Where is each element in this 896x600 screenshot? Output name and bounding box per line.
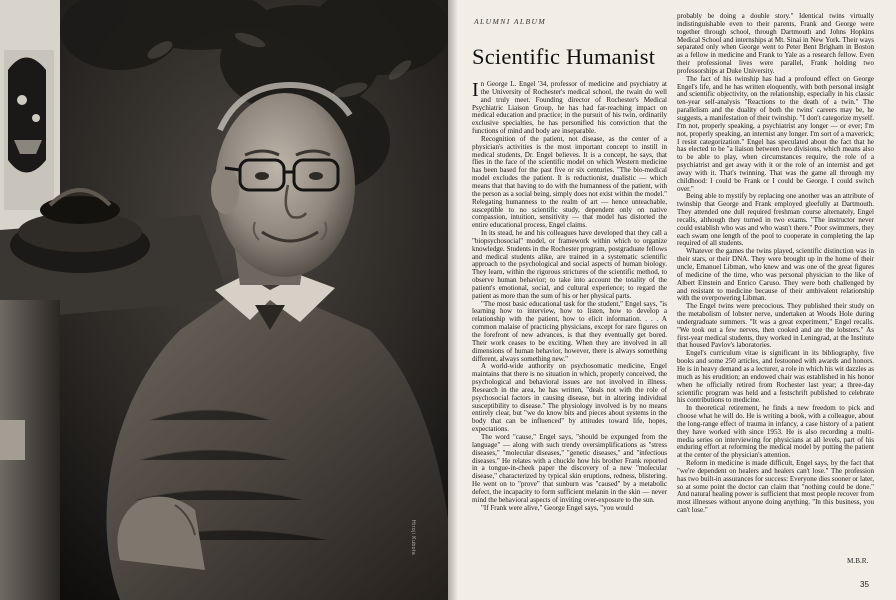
page-number: 35 — [860, 580, 869, 589]
paragraph: Being able to mystify by replacing one another was an attribute of twinship that George and Frank employed gleefully at Dartmouth. They attended one dull required freshman course alternately, Engel recalls, although they turned in two exams. "The instructor never could establish who was and who wasn't there." Poor swimmers, they each swam one length of the pool to cooperate in completing the lap required of all students. — [677, 192, 874, 248]
paragraph: "The most basic educational task for the student," Engel says, "is learning how to interview, how to listen, how to develop a relationship with the patient, how to elicit information. . . . A common malaise of practicing physicians, except for rare figures on the forefront of new advances, is that they eventually get bored. Their work ceases to be exciting. When they are involved in all dimensions of human behavior, however, there is always something different, always something new." — [472, 299, 667, 363]
gutter-shadow — [448, 0, 458, 600]
paragraph: The word "cause," Engel says, "should be expunged from the language" — along with such trendy oversimplifications as "stress diseases," "molecular diseases," "genetic diseases," and "infectious diseases." He relates with a chuckle how his brother Frank reported in a tongue-in-cheek paper the discovery of a new "molecular disease," characterized by typical skin eruptions, redness, blistering. He went on to "prove" that sunburn was "caused" by a metabolic defect, the incapacity to form sufficient melanin in the skin — never mind the behavioral aspects of inviting over-exposure to the sun. — [472, 432, 667, 504]
text-column-1 — [472, 81, 667, 512]
paragraph: The Engel twins were precocious. They published their study on the metabolism of lobster nerve, undertaken at Woods Hole during undergraduate summers. "It was a great experiment," Engel recalls. "We took out a few nerves, then cooked and ate the lobsters." As first-year medical students, they worked in Leningrad, at the Institute that housed Pavlov's laboratories. — [677, 302, 874, 350]
paragraph: In its stead, he and his colleagues have developed that they call a "biopsychosocial" model, or framework within which to organize knowledge. Students in the Rochester program, postgraduate fellows and medical students alike, are trained in a systematic scientific approach to the psychological and social aspects of human biology. They learn, within the rigorous strictures of the scientific method, to observe human behavior; to take into account the totality of the patient's emotional, social, and cultural experience; to regard the patient as more than the sum of his or her physical parts. — [472, 229, 667, 300]
author-initials: M.B.R. — [847, 557, 869, 565]
paragraph: Reform in medicine is made difficult, Engel says, by the fact that "we're dependent on healers and healers can't lose." The profession has two built-in assurances for success: Everyone dies sooner or later, so at some point the doctor can claim that "nothing could be done." And natural healing power is sufficient that most people recover from most illnesses without anyone doing anything. "In this business, you can't lose." — [677, 459, 874, 515]
paragraph: In theoretical retirement, he finds a new freedom to pick and choose what he will do. He is writing a book, with a colleague, about the long-range effect of trauma in infancy, a case history of a patient they have worked with since 1953. He is also recording a multi-media series on interviewing for physicians at all levels, part of his enduring effort at reforming the medical model by putting the patient at the center of the physician's attention. — [677, 404, 874, 460]
text-column-2 — [677, 13, 874, 515]
section-kicker: ALUMNI ALBUM — [474, 17, 547, 26]
paragraph: In George L. Engel '34, professor of medicine and psychiatry at the University of Rochester's medical school, the twain do well and truly meet. Founding director of Rochester's Medical Psychiatric Liaison Group, he has had far-reaching impact on medical education and practice; in the pursuit of his twin, ordinarily exclusive specialties, he has personified his conviction that the functions of mind and body are inseparable. — [472, 79, 667, 136]
article-page — [448, 0, 896, 600]
paragraph: "If Frank were alive," George Engel says, "you would — [481, 503, 634, 512]
paragraph: probably be doing a double story." Identical twins virtually indistinguishable even to their parents, Frank and George were together through school, through Dartmouth and Johns Hopkins Medical School and internships at Mt. Sinai in New York. Their ways separated only when George went to Peter Bent Brigham in Boston as a fellow in medicine and Frank to Yale as a research fellow. Even their professional lives were parallel, Frank holding two professorships at Duke University. — [677, 12, 874, 75]
photo-credit: Hiroji Kubota — [410, 520, 416, 556]
wall-artwork — [0, 0, 60, 230]
article-title: Scientific Humanist — [472, 44, 656, 69]
paragraph: A world-wide authority on psychosomatic medicine, Engel maintains that there is no situation in which, properly conceived, the psychological and behavioral issues are not involved in illness. Research in the area, he has written, "deals not with the role of psychosocial factors in causing disease, but in altering individual susceptibility to disease." The physiology involved is by no means entirely clear, but "we do know bits and pieces about systems in the body that can be influenced" by attitudes toward life, hopes, expectations. — [472, 362, 667, 434]
paragraph: The fact of his twinship has had a profound effect on George Engel's life, and he has written eloquently, with both personal insight and scientific objectivity, on the relationship, especially in his classic ten-year self-analysis "Reactions to the death of a twin." The parallelism and the duality of both the twins' careers may be, he suggests, a manifestation of their twinship. "I don't categorize myself. I'm not, properly speaking, a psychiatrist any longer — or ever; I'm not, properly speaking, an internist any longer. I'm sort of a maverick; I resist categorization." Engel has speculated about the fact that he has elected to be "a liaison between two divisions, which means also to be able to play, when circumstances require, the role of a psychiatrist and get away with it or the role of an internist and get away with it. That's twinning. That was the game all through my childhood: I could be Frank or I could be George. I could switch over." — [677, 74, 874, 193]
paragraph: Recognition of the patient, not disease, as the center of a physician's activities is the most important concept to instill in medical students, Dr. Engel believes. It is a concept, he says, that flies in the face of the scientific model on which Western medicine has been based for the past five or six centuries. "The bio-medical model excludes the patient. It is reductionist, dualistic — which means that that having to do with the humanness of the patient, with the person as a social being, simply does not exist within the model." Relegating humanness to the realm of art — hence unteachable, susceptible to no scientific study, dependent only on native compassion, intuition, sensitivity — that model has distorted the entire educational process, Engel claims. — [472, 134, 667, 230]
paragraph: Whatever the games the twins played, scientific distinction was in their stars, or their DNA. They were brought up in the home of their uncle, Emanuel Libman, who knew and was one of the great figures of medicine of the time, who was personal physician to the like of Albert Einstein and Enrico Caruso. They were both challenged by and resistant to medicine because of their ambivalent relationship with the overpowering Libman. — [677, 247, 874, 303]
paragraph: Engel's curriculum vitae is significant in its bibliography, five books and some 250 articles, and festooned with awards and honors. He is in heavy demand as a lecturer, a role in which his wit dazzles as much as his erudition; an endowed chair was established in his honor when he officially retired from Rochester last year; a three-day scientific program was held and a festschrift published to celebrate his contributions to medicine. — [677, 349, 874, 405]
drop-cap: I — [472, 79, 479, 101]
